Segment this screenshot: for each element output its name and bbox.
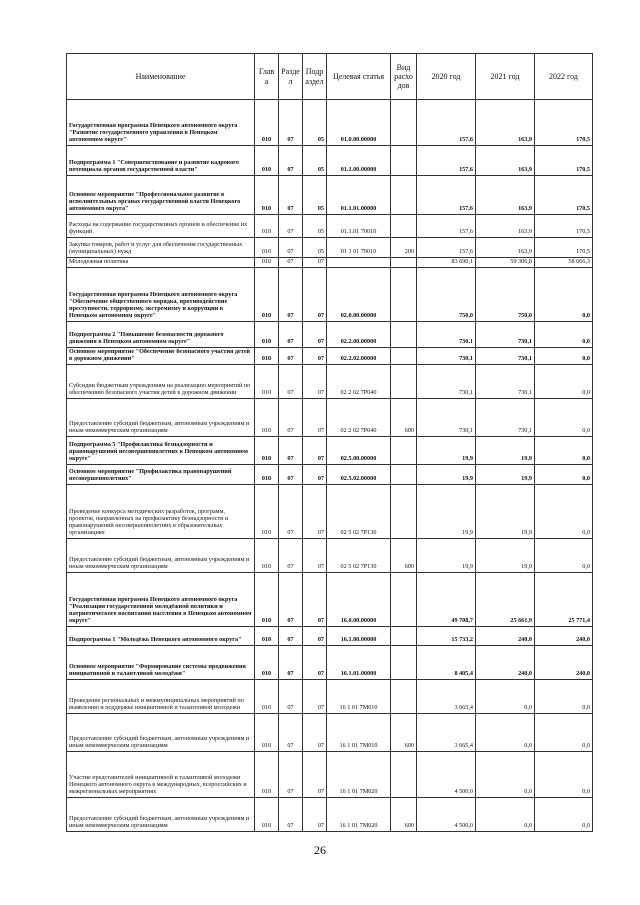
row-expense-type <box>391 215 417 238</box>
row-podrazdel: 07 <box>303 365 327 399</box>
table-row <box>67 215 593 238</box>
row-2021: 163,9 <box>476 215 535 238</box>
row-name: Подпрограмма 1 "Молодёжь Ненецкого автономного округа" <box>67 627 255 646</box>
row-expense-type <box>391 322 417 348</box>
row-podrazdel: 07 <box>303 348 327 365</box>
row-name: Основное мероприятие "Профессиональное развитие в исполнительных органах государственной власти Ненецкого автономного округа" <box>67 176 255 215</box>
row-podrazdel: 07 <box>303 399 327 437</box>
row-expense-type <box>391 268 417 322</box>
row-target-article: 16 1 01 7М010 <box>327 714 391 752</box>
row-name: Субсидии бюджетным учреждениям на реализацию мероприятий по обеспечению безопасного участия детей в дорожном движении <box>67 365 255 399</box>
row-2021: 163,9 <box>476 100 535 146</box>
row-glava: 010 <box>255 539 279 573</box>
table-row <box>67 646 593 680</box>
row-podrazdel: 07 <box>303 798 327 832</box>
header-name: Наименование <box>67 54 255 100</box>
row-razdel: 07 <box>279 680 303 714</box>
row-target-article: 02 5 02 7Р130 <box>327 485 391 539</box>
row-razdel: 07 <box>279 365 303 399</box>
row-glava: 010 <box>255 627 279 646</box>
table-row <box>67 680 593 714</box>
row-expense-type: 200 <box>391 238 417 258</box>
row-target-article: 02.2.00.00000 <box>327 322 391 348</box>
row-target-article: 02.0.00.00000 <box>327 268 391 322</box>
row-target-article: 16 1 01 7М020 <box>327 798 391 832</box>
row-glava: 010 <box>255 268 279 322</box>
row-podrazdel: 05 <box>303 176 327 215</box>
row-2020: 15 733,2 <box>417 627 476 646</box>
row-expense-type: 600 <box>391 714 417 752</box>
row-2020: 19,9 <box>417 465 476 485</box>
table-row <box>67 176 593 215</box>
row-2020: 730,1 <box>417 322 476 348</box>
row-podrazdel: 07 <box>303 437 327 465</box>
row-2021: 59 306,8 <box>476 258 535 268</box>
row-target-article: 02 2 02 7Р040 <box>327 365 391 399</box>
row-2020: 8 405,4 <box>417 646 476 680</box>
row-2021: 19,9 <box>476 437 535 465</box>
row-glava: 010 <box>255 399 279 437</box>
row-2022: 170,5 <box>535 238 593 258</box>
row-2021: 0,0 <box>476 714 535 752</box>
row-podrazdel: 07 <box>303 268 327 322</box>
row-name: Подпрограмма 2 "Повышение безопасности дорожного движения в Ненецком автономном округе" <box>67 322 255 348</box>
row-2022: 0,0 <box>535 465 593 485</box>
row-name: Предоставление субсидий бюджетным, автономным учреждениям и иным некоммерческим организациям <box>67 798 255 832</box>
row-expense-type: 600 <box>391 798 417 832</box>
row-name: Подпрограмма 5 "Профилактика безнадзорности и правонарушений несовершеннолетних в Ненецком автономном округе" <box>67 437 255 465</box>
row-target-article: 01.1.01.00000 <box>327 176 391 215</box>
row-2020: 730,1 <box>417 348 476 365</box>
row-2022: 0,0 <box>535 365 593 399</box>
row-target-article: 02 2 02 7Р040 <box>327 399 391 437</box>
row-target-article <box>327 258 391 268</box>
row-name: Государственная программа Ненецкого автономного округа "Развитие государственного управления в Ненецком автономном округе" <box>67 100 255 146</box>
row-2022: 170,5 <box>535 100 593 146</box>
table-row <box>67 752 593 798</box>
row-2021: 0,0 <box>476 680 535 714</box>
row-target-article: 16.1.00.00000 <box>327 627 391 646</box>
row-name: Проведение региональных и межмуниципальных мероприятий по выявлению и поддержке инициативной и талантливой молодежи <box>67 680 255 714</box>
header-glava: Глав а <box>255 54 279 100</box>
row-podrazdel: 07 <box>303 539 327 573</box>
row-2020: 750,0 <box>417 268 476 322</box>
table-row <box>67 798 593 832</box>
row-2021: 0,0 <box>476 798 535 832</box>
row-2021: 25 661,9 <box>476 573 535 627</box>
table-row <box>67 238 593 258</box>
row-glava: 010 <box>255 646 279 680</box>
row-glava: 010 <box>255 176 279 215</box>
row-podrazdel: 07 <box>303 573 327 627</box>
row-2022: 0,0 <box>535 437 593 465</box>
row-2020: 157,6 <box>417 176 476 215</box>
row-target-article: 01.0.00.00000 <box>327 100 391 146</box>
row-2022: 25 771,4 <box>535 573 593 627</box>
row-razdel: 07 <box>279 627 303 646</box>
page-number: 26 <box>314 843 326 857</box>
header-expense-type: Вид расхо дов <box>391 54 417 100</box>
row-name: Расходы на содержание государственных органов и обеспечение их функций <box>67 215 255 238</box>
row-expense-type <box>391 485 417 539</box>
row-2022: 0,0 <box>535 752 593 798</box>
row-2020: 3 665,4 <box>417 680 476 714</box>
row-2022: 0,0 <box>535 539 593 573</box>
row-razdel: 07 <box>279 798 303 832</box>
row-2022: 240,0 <box>535 627 593 646</box>
row-2022: 240,0 <box>535 646 593 680</box>
row-razdel: 07 <box>279 322 303 348</box>
table-row <box>67 322 593 348</box>
row-name: Проведение конкурса методических разработок, программ, проектов, направленных на профилактику безнадзорности и правонарушений несовершеннолетних в образовательных организациях <box>67 485 255 539</box>
row-expense-type <box>391 258 417 268</box>
header-year-2021: 2021 год <box>476 54 535 100</box>
row-razdel: 07 <box>279 539 303 573</box>
row-expense-type <box>391 646 417 680</box>
row-2022: 0,0 <box>535 268 593 322</box>
row-name: Молодежная политика <box>67 258 255 268</box>
row-podrazdel: 07 <box>303 258 327 268</box>
row-name: Основное мероприятие "Обеспечение безопасного участия детей в дорожном движении" <box>67 348 255 365</box>
table-row <box>67 365 593 399</box>
row-name: Участие представителей инициативной и талантливой молодежи Ненецкого автономного округа в международных, всероссийских и межрегиональных мероприятиях <box>67 752 255 798</box>
row-target-article: 02.2.02.00000 <box>327 348 391 365</box>
row-glava: 010 <box>255 437 279 465</box>
row-podrazdel: 05 <box>303 100 327 146</box>
row-name: Основное мероприятие "Профилактика правонарушений несовершеннолетних" <box>67 465 255 485</box>
row-2021: 19,9 <box>476 539 535 573</box>
row-2021: 730,1 <box>476 322 535 348</box>
row-glava: 010 <box>255 100 279 146</box>
header-year-2020: 2020 год <box>417 54 476 100</box>
row-2021: 163,9 <box>476 146 535 176</box>
row-2021: 240,0 <box>476 627 535 646</box>
row-podrazdel: 07 <box>303 646 327 680</box>
row-target-article: 02 5 02 7Р130 <box>327 539 391 573</box>
budget-table <box>66 53 593 832</box>
row-target-article: 01 1 01 70010 <box>327 238 391 258</box>
row-target-article: 16 1 01 7М010 <box>327 680 391 714</box>
row-glava: 010 <box>255 146 279 176</box>
row-target-article: 02.5.02.00000 <box>327 465 391 485</box>
row-2020: 157,6 <box>417 215 476 238</box>
row-2021: 163,9 <box>476 176 535 215</box>
row-glava: 010 <box>255 752 279 798</box>
row-2021: 240,0 <box>476 646 535 680</box>
row-glava: 010 <box>255 258 279 268</box>
row-2020: 19,9 <box>417 437 476 465</box>
row-razdel: 07 <box>279 268 303 322</box>
row-2020: 4 500,0 <box>417 752 476 798</box>
row-2020: 157,6 <box>417 100 476 146</box>
row-razdel: 07 <box>279 348 303 365</box>
row-razdel: 07 <box>279 752 303 798</box>
row-2020: 157,6 <box>417 146 476 176</box>
row-expense-type <box>391 680 417 714</box>
row-2021: 730,1 <box>476 399 535 437</box>
row-target-article: 02.5.00.00000 <box>327 437 391 465</box>
row-razdel: 07 <box>279 238 303 258</box>
table-header-row <box>67 54 593 100</box>
row-target-article: 01.1.00.00000 <box>327 146 391 176</box>
row-2020: 157,6 <box>417 238 476 258</box>
row-razdel: 07 <box>279 573 303 627</box>
table-row <box>67 485 593 539</box>
row-name: Основное мероприятие "Формирование системы продвижения инициативной и талантливой молодёжи" <box>67 646 255 680</box>
row-2022: 170,5 <box>535 215 593 238</box>
row-target-article: 01.1.01 70010 <box>327 215 391 238</box>
row-podrazdel: 07 <box>303 714 327 752</box>
row-podrazdel: 07 <box>303 322 327 348</box>
row-target-article: 16 1 01 7М020 <box>327 752 391 798</box>
row-razdel: 07 <box>279 258 303 268</box>
row-2022: 0,0 <box>535 348 593 365</box>
table-row <box>67 146 593 176</box>
row-glava: 010 <box>255 238 279 258</box>
row-2020: 730,1 <box>417 365 476 399</box>
row-expense-type <box>391 146 417 176</box>
row-podrazdel: 07 <box>303 485 327 539</box>
row-podrazdel: 07 <box>303 627 327 646</box>
row-2022: 170,5 <box>535 176 593 215</box>
row-expense-type <box>391 348 417 365</box>
table-row <box>67 268 593 322</box>
row-name: Предоставление субсидий бюджетным, автономным учреждениям и иным некоммерческим организациям <box>67 714 255 752</box>
row-podrazdel: 07 <box>303 752 327 798</box>
row-glava: 010 <box>255 215 279 238</box>
row-podrazdel: 05 <box>303 146 327 176</box>
row-glava: 010 <box>255 365 279 399</box>
table-row <box>67 399 593 437</box>
row-2022: 0,0 <box>535 322 593 348</box>
table-row <box>67 714 593 752</box>
row-2020: 19,9 <box>417 539 476 573</box>
table-body <box>67 100 593 832</box>
row-razdel: 07 <box>279 437 303 465</box>
header-podrazdel: Подр аздел <box>303 54 327 100</box>
table-row <box>67 573 593 627</box>
row-name: Закупка товаров, работ и услуг для обеспечения государственных (муниципальных) нужд <box>67 238 255 258</box>
table-row <box>67 348 593 365</box>
row-expense-type <box>391 573 417 627</box>
row-glava: 010 <box>255 680 279 714</box>
row-expense-type <box>391 100 417 146</box>
table-row <box>67 465 593 485</box>
row-2020: 83 690,1 <box>417 258 476 268</box>
row-2022: 0,0 <box>535 714 593 752</box>
header-target-article: Целевая статья <box>327 54 391 100</box>
row-2022: 0,0 <box>535 798 593 832</box>
row-expense-type <box>391 437 417 465</box>
row-name: Государственная программа Ненецкого автономного округа "Обеспечение общественного порядка, противодействие преступности, терроризму, экстремизму и коррупции в Ненецком автономном округе" <box>67 268 255 322</box>
row-podrazdel: 07 <box>303 465 327 485</box>
table-row <box>67 258 593 268</box>
row-podrazdel: 05 <box>303 215 327 238</box>
row-2022: 0,0 <box>535 485 593 539</box>
row-name: Подпрограмма 1 "Совершенствование и развитие кадрового потенциала органов государственной власти" <box>67 146 255 176</box>
row-razdel: 07 <box>279 176 303 215</box>
row-razdel: 07 <box>279 399 303 437</box>
row-razdel: 07 <box>279 146 303 176</box>
row-podrazdel: 05 <box>303 238 327 258</box>
row-expense-type: 600 <box>391 539 417 573</box>
row-expense-type: 600 <box>391 399 417 437</box>
row-expense-type <box>391 627 417 646</box>
row-2021: 19,9 <box>476 465 535 485</box>
row-razdel: 07 <box>279 100 303 146</box>
row-2020: 19,9 <box>417 485 476 539</box>
row-glava: 010 <box>255 798 279 832</box>
row-2021: 730,1 <box>476 365 535 399</box>
row-glava: 010 <box>255 322 279 348</box>
row-glava: 010 <box>255 465 279 485</box>
row-2022: 58 666,3 <box>535 258 593 268</box>
row-target-article: 16.0.00.00000 <box>327 573 391 627</box>
row-2020: 730,1 <box>417 399 476 437</box>
row-expense-type <box>391 365 417 399</box>
row-podrazdel: 07 <box>303 680 327 714</box>
row-name: Предоставление субсидий бюджетным, автономным учреждениям и иным некоммерческим организациям <box>67 399 255 437</box>
row-2022: 170,5 <box>535 146 593 176</box>
row-name: Предоставление субсидий бюджетным, автономным учреждениям и иным некоммерческим организациям <box>67 539 255 573</box>
row-expense-type <box>391 176 417 215</box>
row-2022: 0,0 <box>535 680 593 714</box>
table-row <box>67 539 593 573</box>
row-razdel: 07 <box>279 646 303 680</box>
row-2020: 4 500,0 <box>417 798 476 832</box>
row-expense-type <box>391 752 417 798</box>
row-2021: 730,1 <box>476 348 535 365</box>
row-name: Государственная программа Ненецкого автономного округа "Реализация государственной молодёжной политики и патриотического воспитания населения в Ненецком автономном округе" <box>67 573 255 627</box>
row-glava: 010 <box>255 485 279 539</box>
row-razdel: 07 <box>279 465 303 485</box>
header-razdel: Разде л <box>279 54 303 100</box>
table-row <box>67 100 593 146</box>
row-expense-type <box>391 465 417 485</box>
row-glava: 010 <box>255 714 279 752</box>
row-razdel: 07 <box>279 215 303 238</box>
row-glava: 010 <box>255 348 279 365</box>
row-2021: 163,9 <box>476 238 535 258</box>
row-2021: 19,9 <box>476 485 535 539</box>
row-target-article: 16.1.01.00000 <box>327 646 391 680</box>
table-row <box>67 627 593 646</box>
row-2021: 750,0 <box>476 268 535 322</box>
row-2020: 3 665,4 <box>417 714 476 752</box>
row-2022: 0,0 <box>535 399 593 437</box>
row-2020: 49 708,7 <box>417 573 476 627</box>
row-razdel: 07 <box>279 485 303 539</box>
row-glava: 010 <box>255 573 279 627</box>
row-2021: 0,0 <box>476 752 535 798</box>
table-row <box>67 437 593 465</box>
header-year-2022: 2022 год <box>535 54 593 100</box>
row-razdel: 07 <box>279 714 303 752</box>
